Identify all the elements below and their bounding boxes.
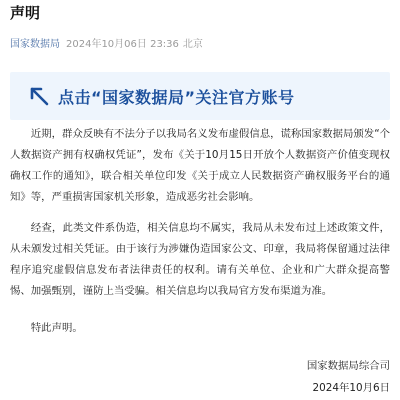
article-title: 声明 — [10, 4, 41, 22]
publish-datetime: 2024年10月06日 23:36 — [66, 39, 179, 50]
publish-location: 北京 — [182, 39, 203, 50]
arrow-up-left-icon — [28, 85, 50, 107]
signature-date: 2024年10月6日 — [312, 382, 390, 394]
body-paragraph-3: 特此声明。 — [30, 322, 83, 334]
article-meta — [10, 38, 203, 52]
signature-org: 国家数据局综合司 — [306, 360, 390, 372]
body-paragraph-2: 经查，此类文件系伪造，相关信息均不属实，我局从未发布过上述政策文件，从未颁发过相关凭证。由于该行为涉嫌伪造国家公文、印章，我局将保留通过法律程序追究虚假信息发布者法律责任的权利。请有关单位、企业和广大群众提高警惕、加强甄别，谨防上当受骗。相关信息均以我局官方发布渠道为准。 — [10, 222, 390, 297]
author-link[interactable]: 国家数据局 — [10, 39, 60, 50]
follow-banner-text: 点击“国家数据局”关注官方账号 — [58, 87, 295, 107]
follow-account-banner[interactable] — [10, 72, 390, 120]
body-paragraph-1: 近期，群众反映有不法分子以我局名义发布虚假信息，谎称国家数据局颁发“个人数据资产拥有权确权凭证”，发布《关于10月15日开放个人数据资产价值变现权确权工作的通知》，联合相关单位印发《关于成立人民数据资产确权服务平台的通知》等，严重损害国家机关形象，造成恶劣社会影响。 — [10, 128, 390, 203]
